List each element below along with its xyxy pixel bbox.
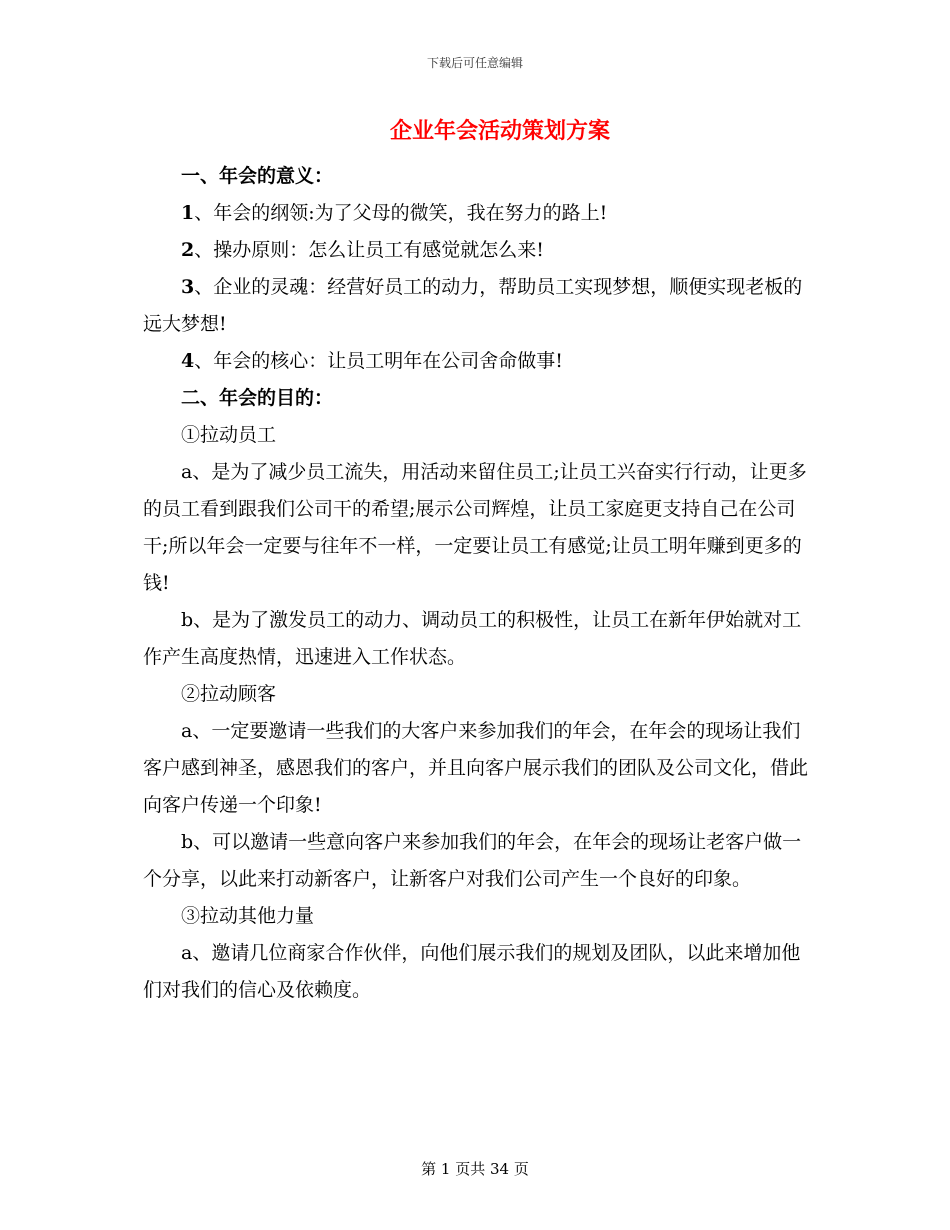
list-item-text: 、操办原则：怎么让员工有感觉就怎么来! xyxy=(194,239,544,261)
list-item-number: 2 xyxy=(181,239,195,261)
list-item xyxy=(143,232,809,269)
paragraph: a、邀请几位商家合作伙伴，向他们展示我们的规划及团队，以此来增加他们对我们的信心及依赖度。 xyxy=(143,942,801,1001)
list-item-text: 、年会的核心：让员工明年在公司舍命做事! xyxy=(194,350,563,372)
list-item-text: 、年会的纲领:为了父母的微笑，我在努力的路上! xyxy=(194,202,608,224)
page-number: 第 1 页共 34 页 xyxy=(421,1160,529,1178)
paragraph: b、可以邀请一些意向客户来参加我们的年会，在年会的现场让老客户做一个分享，以此来打动新客户，让新客户对我们公司产生一个良好的印象。 xyxy=(143,831,802,890)
document-body xyxy=(143,158,809,1009)
subheading-other-forces: ③拉动其他力量 xyxy=(181,905,315,927)
section-heading-purpose: 二、年会的目的： xyxy=(181,387,334,409)
list-item xyxy=(143,269,809,343)
list-item-number: 3 xyxy=(181,276,195,298)
subheading-employees: ①拉动员工 xyxy=(181,424,277,446)
paragraph: b、是为了激发员工的动力、调动员工的积极性，让员工在新年伊始就对工作产生高度热情，迅速进入工作状态。 xyxy=(143,609,802,668)
header-note: 下载后可任意编辑 xyxy=(426,56,523,70)
document-title: 企业年会活动策划方案 xyxy=(389,118,610,144)
list-item xyxy=(143,195,809,232)
list-item-text: 、企业的灵魂：经营好员工的动力，帮助员工实现梦想，顺便实现老板的远大梦想! xyxy=(143,276,803,335)
list-item-number: 4 xyxy=(181,350,195,372)
paragraph: a、一定要邀请一些我们的大客户来参加我们的年会，在年会的现场让我们客户感到神圣，感恩我们的客户，并且向客户展示我们的团队及公司文化，借此向客户传递一个印象! xyxy=(143,720,809,816)
section-heading-meaning: 一、年会的意义： xyxy=(181,165,334,187)
list-item xyxy=(143,343,809,380)
paragraph: a、是为了减少员工流失，用活动来留住员工;让员工兴奋实行行动，让更多的员工看到跟我们公司干的希望;展示公司辉煌，让员工家庭更支持自己在公司干;所以年会一定要与往年不一样，一定要让员工有感觉;让员工明年赚到更多的钱! xyxy=(143,461,807,594)
list-item-number: 1 xyxy=(181,202,195,224)
subheading-customers: ②拉动顾客 xyxy=(181,683,277,705)
